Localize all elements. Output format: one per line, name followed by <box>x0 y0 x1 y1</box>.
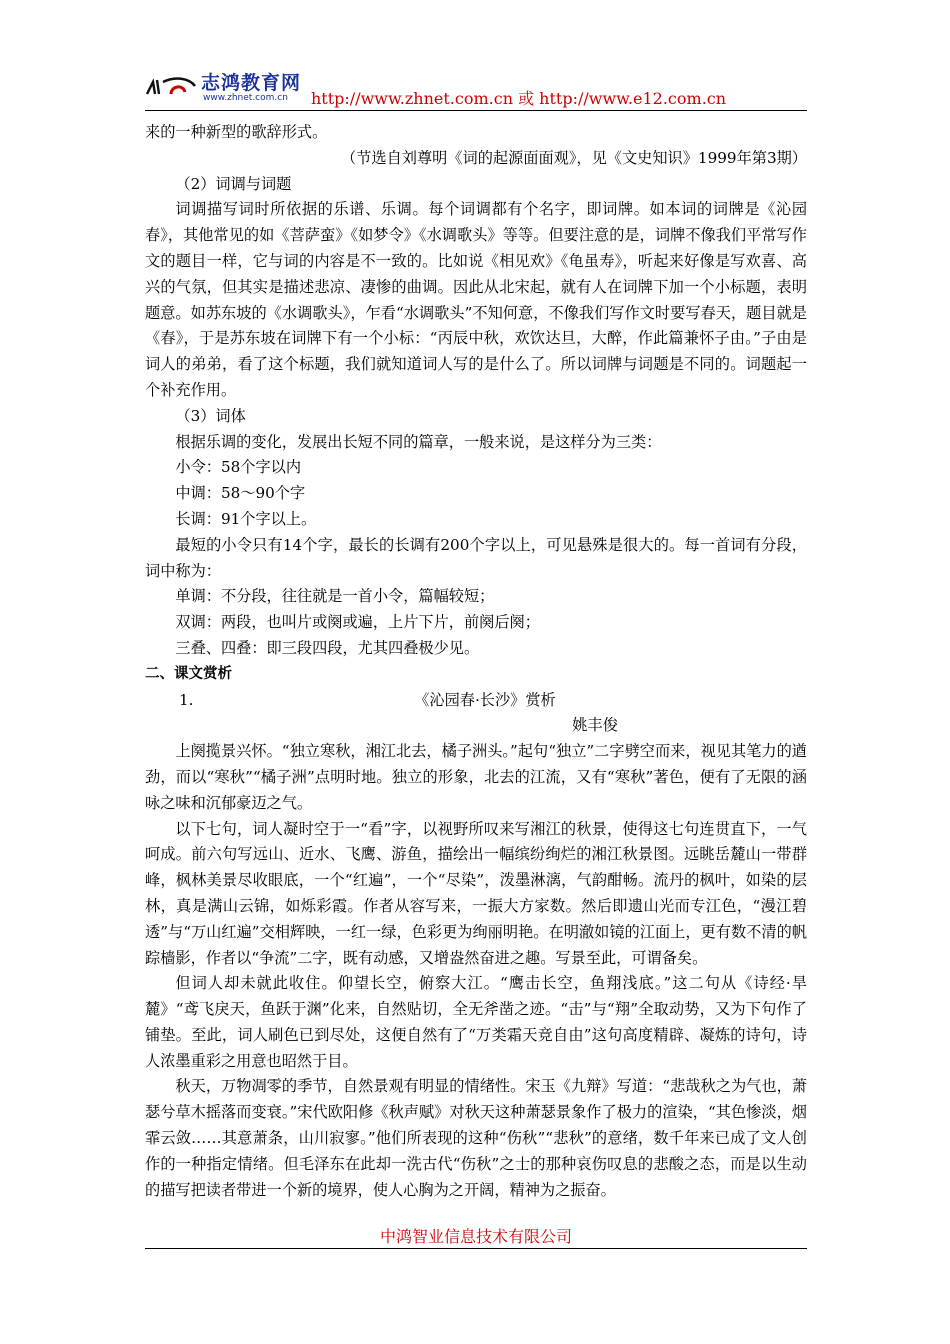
logo-chinese-name: 志鸿教育网 <box>201 72 302 94</box>
paragraph: 来的一种新型的歌辞形式。 <box>145 123 328 141</box>
article-number: 1. <box>179 690 194 709</box>
subheading: （2）词调与词题 <box>175 174 292 193</box>
section-heading: 二、课文赏析 <box>145 665 232 682</box>
document-body <box>145 120 807 1203</box>
paragraph: 根据乐调的变化，发展出长短不同的篇章，一般来说，是这样分为三类： <box>175 432 662 451</box>
source-citation: （节选自刘尊明《词的起源面面观》，见《文史知识》1999年第3期） <box>341 148 807 167</box>
list-item: 长调：91个字以上。 <box>175 509 317 528</box>
paragraph: 以下七句，词人凝时空于一“看”字，以视野所叹来写湘江的秋景，使得这七句连贯直下，一气呵成。前六句写远山、近水、飞鹰、游鱼，描绘出一幅缤纷绚烂的湘江秋景图。远眺岳麓山一带群峰，枫林美景尽收眼底，一个“红遍”，一个“尽染”，泼墨淋漓，气韵酣畅。流丹的枫叶，如染的层林，真是满山云锦，如烁彩霞。作者从容写来，一振大方家数。然后即遗山光而专江色，“漫江碧透”与“万山红遍”交相辉映，一红一绿，色彩更为绚丽明艳。在明澈如镜的江面上，更有数不清的帆踪樯影，作者以“争流”二字，既有动感，又增盎然奋进之趣。写景至此，可谓备矣。 <box>145 819 807 967</box>
list-item: 小令：58个字以内 <box>175 458 302 477</box>
header-divider <box>145 110 807 111</box>
paragraph: 但词人却未就此收住。仰望长空，俯察大江。“鹰击长空，鱼翔浅底。”这二句从《诗经·旱麓》“鸢飞戾天，鱼跃于渊”化来，自然贴切，全无斧凿之迹。“击”与“翔”全取动势，又为下句作了铺垫。至此，词人刷色已到尽处，这便自然有了“万类霜天竞自由”这句高度精辟、凝炼的诗句，诗人浓墨重彩之用意也昭然于目。 <box>145 974 807 1070</box>
paragraph: 上阕揽景兴怀。“独立寒秋，湘江北去，橘子洲头。”起句“独立”二字劈空而来，视见其笔力的遒劲，而以“寒秋”“橘子洲”点明时地。独立的形象，北去的江流，又有“寒秋”著色，便有了无限的涵咏之味和沉郁豪迈之气。 <box>145 742 807 812</box>
zhnet-logo-mark-icon <box>145 72 201 102</box>
list-item: 双调：两段，也叫片或阕或遍，上片下片，前阕后阕； <box>175 613 540 632</box>
article-author: 姚丰俊 <box>572 716 618 735</box>
page-header <box>145 66 807 110</box>
article-title-row <box>145 688 807 714</box>
list-item: 三叠、四叠：即三段四段，尤其四叠极少见。 <box>175 638 480 657</box>
logo-url-text: www.zhnet.com.cn <box>203 93 288 103</box>
article-title: 《沁园春·长沙》赏析 <box>414 690 556 709</box>
footer-company: 中鸿智业信息技术有限公司 <box>379 1227 572 1246</box>
list-item: 单调：不分段，往往就是一首小令，篇幅较短； <box>175 587 495 606</box>
list-item: 中调：58～90个字 <box>175 484 306 503</box>
footer-divider <box>145 1248 807 1249</box>
paragraph: 词调描写词时所依据的乐谱、乐调。每个词调都有个名字，即词牌。如本词的词牌是《沁园春》，其他常见的如《菩萨蛮》《如梦令》《水调歌头》等等。但要注意的是，词牌不像我们平常写作文的题目一样，它与词的内容是不一致的。比如说《相见欢》《龟虽寿》，听起来好像是写欢喜、高兴的气氛，但其实是描述悲凉、凄惨的曲调。因此从北宋起，就有人在词牌下加一个小标题，表明题意。如苏东坡的《水调歌头》，乍看“水调歌头”不知何意，不像我们写作文时要写春天，题目就是《春》，于是苏东坡在词牌下有一个小标：“丙辰中秋，欢饮达旦，大醉，作此篇兼怀子由。”子由是词人的弟弟，看了这个标题，我们就知道词人写的是什么了。所以词牌与词题是不同的。词题起一个补充作用。 <box>145 200 807 399</box>
paragraph: 秋天，万物凋零的季节，自然景观有明显的情绪性。宋玉《九辩》写道：“悲哉秋之为气也，萧瑟兮草木摇落而变衰。”宋代欧阳修《秋声赋》对秋天这种萧瑟景象作了极力的渲染，“其色惨淡，烟霏云敛……其意萧条，山川寂寥。”他们所表现的这种“伤秋”“悲秋”的意绪，数千年来已成了文人创作的一种指定情绪。但毛泽东在此却一洗古代“伤秋”之士的那种哀伤叹息的悲酸之态，而是以生动的描写把读者带进一个新的境界，使人心胸为之开阔，精神为之振奋。 <box>145 1077 807 1199</box>
header-website-links[interactable]: http://www.zhnet.com.cn 或 http://www.e12.com.cn <box>311 89 727 108</box>
subheading: （3）词体 <box>175 406 246 425</box>
paragraph: 最短的小令只有14个字，最长的长调有200个字以上，可见悬殊是很大的。每一首词有分段，词中称为： <box>145 535 807 580</box>
